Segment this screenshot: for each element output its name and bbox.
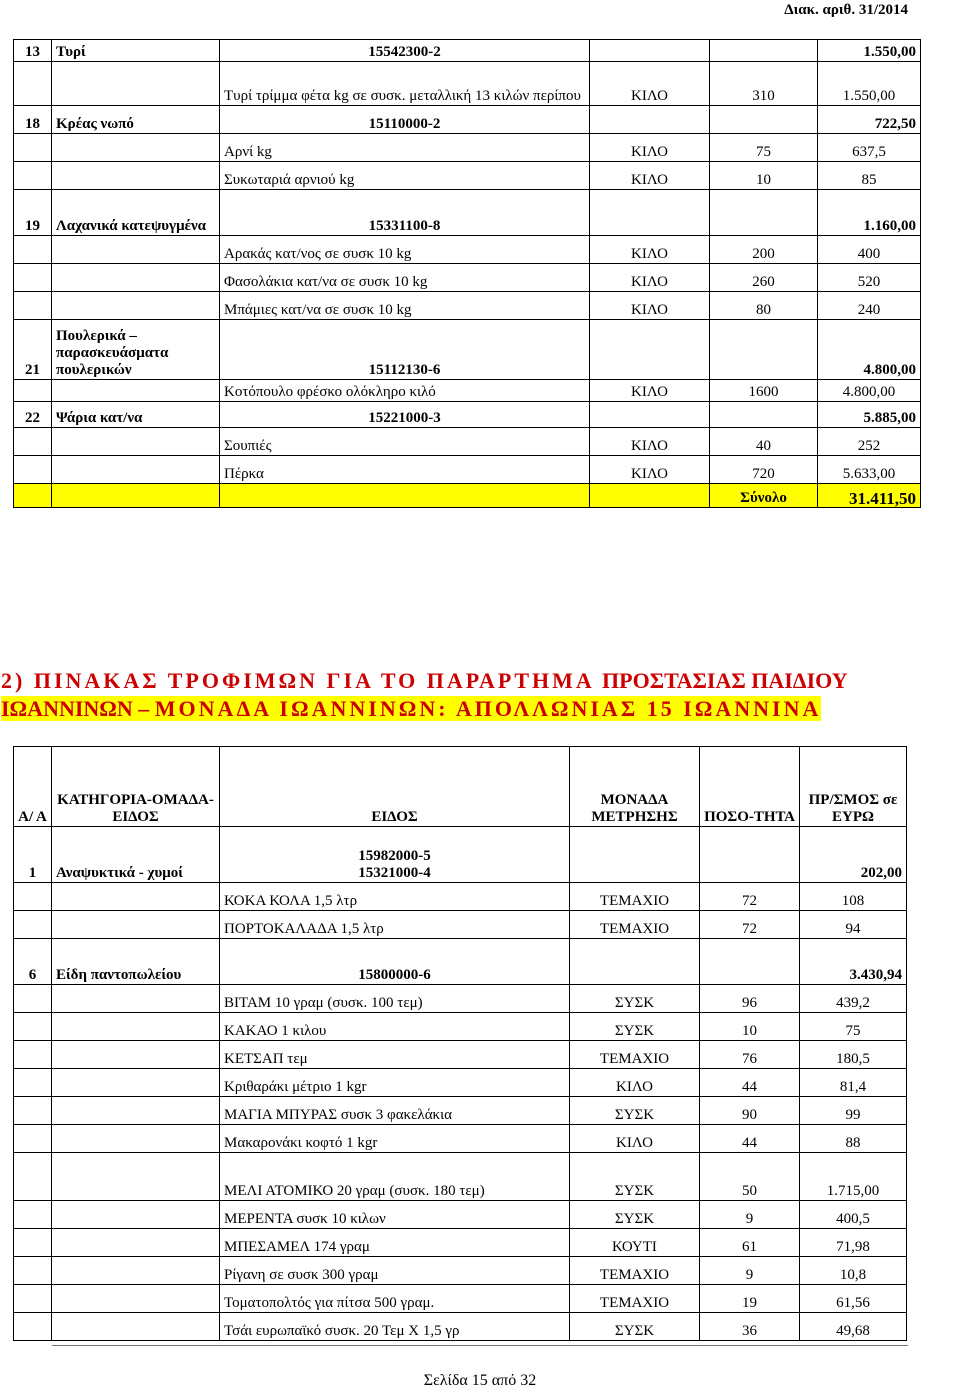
row-item: ΜΕΡΕΝΤΑ συσκ 10 κιλων [220, 1201, 570, 1229]
row-quantity: 80 [710, 292, 818, 320]
header-aa: Α/ Α [14, 747, 52, 827]
row-number [14, 1013, 52, 1041]
row-item: 15800000-6 [220, 939, 570, 985]
row-unit: ΚΙΛΟ [590, 292, 710, 320]
row-category [52, 1125, 220, 1153]
row-unit: ΚΙΛΟ [590, 134, 710, 162]
row-number [14, 1097, 52, 1125]
row-number [14, 911, 52, 939]
row-number: 13 [14, 40, 52, 62]
row-item: Μπάμιες κατ/να σε συσκ 10 kg [220, 292, 590, 320]
row-category [52, 236, 220, 264]
row-price: 1.715,00 [800, 1153, 907, 1201]
table-row [14, 380, 921, 402]
row-item: 15112130-6 [220, 320, 590, 380]
row-item: Κοτόπουλο φρέσκο ολόκληρο κιλό [220, 380, 590, 402]
row-quantity: 40 [710, 428, 818, 456]
row-category: Είδη παντοπωλείου [52, 939, 220, 985]
row-category: Κρέας νωπό [52, 106, 220, 134]
row-price: 637,5 [818, 134, 921, 162]
row-price: 3.430,94 [800, 939, 907, 985]
header-quantity: ΠΟΣΟ-ΤΗΤΑ [700, 747, 800, 827]
row-unit: ΚΟΥΤΙ [570, 1229, 700, 1257]
row-number [14, 62, 52, 106]
row-number [14, 1313, 52, 1341]
row-unit [590, 190, 710, 236]
row-category [52, 264, 220, 292]
row-item: ΠΟΡΤΟΚΑΛΑΔΑ 1,5 λτρ [220, 911, 570, 939]
row-number [14, 1285, 52, 1313]
row-number [14, 236, 52, 264]
row-unit: ΣΥΣΚ [570, 1201, 700, 1229]
total-empty [14, 484, 52, 508]
table-row [14, 1257, 907, 1285]
row-price: 85 [818, 162, 921, 190]
row-number [14, 1069, 52, 1097]
row-number [14, 162, 52, 190]
table-row [14, 62, 921, 106]
row-category: Λαχανικά κατεψυγμένα [52, 190, 220, 236]
row-category [52, 1069, 220, 1097]
total-label: Σύνολο [710, 484, 818, 508]
row-unit: ΤΕΜΑΧΙΟ [570, 1257, 700, 1285]
row-category [52, 292, 220, 320]
row-category [52, 883, 220, 911]
section-heading [1, 667, 959, 723]
table-row [14, 1229, 907, 1257]
row-price: 1.550,00 [818, 40, 921, 62]
row-unit: ΚΙΛΟ [570, 1125, 700, 1153]
header-category: ΚΑΤΗΓΟΡΙΑ-ΟΜΑΔΑ-ΕΙΔΟΣ [52, 747, 220, 827]
row-item: Πέρκα [220, 456, 590, 484]
row-price: 180,5 [800, 1041, 907, 1069]
row-item: ΒΙΤΑΜ 10 γραμ (συσκ. 100 τεμ) [220, 985, 570, 1013]
row-item: Τυρί τρίμμα φέτα kg σε συσκ. μεταλλική 13 κιλών περίπου [220, 62, 590, 106]
table-row [14, 1125, 907, 1153]
table-row [14, 320, 921, 380]
row-unit: ΣΥΣΚ [570, 1153, 700, 1201]
row-unit: ΤΕΜΑΧΙΟ [570, 883, 700, 911]
row-item: Σουπιές [220, 428, 590, 456]
row-number [14, 1257, 52, 1285]
row-category [52, 62, 220, 106]
table-row [14, 1201, 907, 1229]
total-value: 31.411,50 [818, 484, 921, 508]
row-item: Τοματοπολτός για πίτσα 500 γραμ. [220, 1285, 570, 1313]
table-row [14, 292, 921, 320]
table-row [14, 134, 921, 162]
row-quantity: 260 [710, 264, 818, 292]
row-item: ΜΕΛΙ ΑΤΟΜΙΚΟ 20 γραμ (συσκ. 180 τεμ) [220, 1153, 570, 1201]
table-row [14, 939, 907, 985]
row-category: Αναψυκτικά - χυμοί [52, 827, 220, 883]
row-quantity: 61 [700, 1229, 800, 1257]
row-number [14, 1201, 52, 1229]
table-row [14, 162, 921, 190]
row-unit [590, 40, 710, 62]
table-row [14, 827, 907, 883]
row-unit: ΚΙΛΟ [590, 162, 710, 190]
heading-part3: ΙΩΑΝΝΙΝΩΝ – [1, 696, 155, 721]
row-item: 15542300-2 [220, 40, 590, 62]
row-number [14, 1125, 52, 1153]
row-price: 4.800,00 [818, 380, 921, 402]
row-quantity: 36 [700, 1313, 800, 1341]
row-unit [570, 827, 700, 883]
row-item: ΚΕΤΣΑΠ τεμ [220, 1041, 570, 1069]
row-category [52, 428, 220, 456]
row-price: 1.160,00 [818, 190, 921, 236]
table-row [14, 1041, 907, 1069]
row-item: 15221000-3 [220, 402, 590, 428]
row-quantity [710, 190, 818, 236]
row-item: ΚΑΚΑΟ 1 κιλου [220, 1013, 570, 1041]
row-price: 61,56 [800, 1285, 907, 1313]
table-row [14, 456, 921, 484]
row-unit [590, 106, 710, 134]
row-unit [590, 320, 710, 380]
row-price: 75 [800, 1013, 907, 1041]
row-unit: ΚΙΛΟ [590, 428, 710, 456]
row-unit: ΣΥΣΚ [570, 1097, 700, 1125]
table-row [14, 883, 907, 911]
row-number [14, 456, 52, 484]
food-table-2 [13, 746, 907, 1341]
row-price: 108 [800, 883, 907, 911]
row-number [14, 380, 52, 402]
document-reference: Διακ. αριθ. 31/2014 [784, 2, 908, 18]
row-category [52, 1041, 220, 1069]
row-price: 88 [800, 1125, 907, 1153]
row-unit: ΤΕΜΑΧΙΟ [570, 1041, 700, 1069]
footer-divider [52, 1345, 908, 1346]
total-row [14, 484, 921, 508]
row-quantity: 10 [700, 1013, 800, 1041]
row-quantity: 76 [700, 1041, 800, 1069]
header-unit: ΜΟΝΑΔΑ ΜΕΤΡΗΣΗΣ [570, 747, 700, 827]
row-number: 19 [14, 190, 52, 236]
total-empty [52, 484, 220, 508]
row-unit: ΣΥΣΚ [570, 1313, 700, 1341]
row-price: 81,4 [800, 1069, 907, 1097]
row-item: Ρίγανη σε συσκ 300 γραμ [220, 1257, 570, 1285]
row-unit [590, 402, 710, 428]
row-number: 18 [14, 106, 52, 134]
row-category [52, 1201, 220, 1229]
row-quantity: 9 [700, 1201, 800, 1229]
row-unit: ΚΙΛΟ [590, 62, 710, 106]
heading-part1: 2) ΠΙΝΑΚΑΣ ΤΡΟΦΙΜΩΝ ΓΙΑ ΤΟ ΠΑΡΑΡΤΗΜΑ [1, 668, 603, 693]
row-item: ΚΟΚΑ ΚΟΛΑ 1,5 λτρ [220, 883, 570, 911]
row-number [14, 134, 52, 162]
row-item: ΜΑΓΙΑ ΜΠΥΡΑΣ συσκ 3 φακελάκια [220, 1097, 570, 1125]
row-unit [570, 939, 700, 985]
table-row [14, 1153, 907, 1201]
row-category [52, 1257, 220, 1285]
table-row [14, 1013, 907, 1041]
heading-part2: ΠΡΟΣΤΑΣΙΑΣ ΠΑΙΔΙΟΥ [602, 668, 848, 693]
row-price: 240 [818, 292, 921, 320]
table-row [14, 402, 921, 428]
row-quantity: 200 [710, 236, 818, 264]
row-item: Αρνί kg [220, 134, 590, 162]
row-quantity: 75 [710, 134, 818, 162]
row-quantity: 96 [700, 985, 800, 1013]
row-category: Ψάρια κατ/να [52, 402, 220, 428]
row-price: 94 [800, 911, 907, 939]
table-row [14, 190, 921, 236]
row-number [14, 883, 52, 911]
table-row [14, 236, 921, 264]
row-number: 6 [14, 939, 52, 985]
row-category: Πουλερικά – παρασκευάσματα πουλερικών [52, 320, 220, 380]
row-quantity [710, 106, 818, 134]
page-footer: Σελίδα 15 από 32 [423, 1372, 537, 1389]
row-price: 439,2 [800, 985, 907, 1013]
row-quantity: 19 [700, 1285, 800, 1313]
heading-part4: ΜΟΝΑΔΑ ΙΩΑΝΝΙΝΩΝ: ΑΠΟΛΛΩΝΙΑΣ 15 ΙΩΑΝΝΙΝΑ [154, 696, 822, 721]
row-number: 22 [14, 402, 52, 428]
row-quantity: 72 [700, 883, 800, 911]
row-unit: ΤΕΜΑΧΙΟ [570, 911, 700, 939]
row-category [52, 911, 220, 939]
row-quantity: 50 [700, 1153, 800, 1201]
header-price: ΠΡ/ΣΜΟΣ σε ΕΥΡΩ [800, 747, 907, 827]
row-unit: ΚΙΛΟ [590, 264, 710, 292]
total-empty [590, 484, 710, 508]
row-unit: ΣΥΣΚ [570, 985, 700, 1013]
row-quantity: 44 [700, 1069, 800, 1097]
row-quantity: 10 [710, 162, 818, 190]
row-price: 71,98 [800, 1229, 907, 1257]
row-price: 400,5 [800, 1201, 907, 1229]
row-category [52, 380, 220, 402]
row-category: Τυρί [52, 40, 220, 62]
row-item: Συκωταριά αρνιού kg [220, 162, 590, 190]
row-category [52, 985, 220, 1013]
row-price: 520 [818, 264, 921, 292]
row-item: Φασολάκια κατ/να σε συσκ 10 kg [220, 264, 590, 292]
row-quantity: 44 [700, 1125, 800, 1153]
row-item: Τσάι ευρωπαϊκό συσκ. 20 Τεμ Χ 1,5 γρ [220, 1313, 570, 1341]
row-item: 15331100-8 [220, 190, 590, 236]
row-price: 400 [818, 236, 921, 264]
row-quantity [700, 827, 800, 883]
table-row [14, 1097, 907, 1125]
total-empty [220, 484, 590, 508]
row-number [14, 264, 52, 292]
row-item: Κριθαράκι μέτριο 1 kgr [220, 1069, 570, 1097]
table-row [14, 264, 921, 292]
food-table-1 [13, 39, 921, 508]
row-unit: ΚΙΛΟ [590, 380, 710, 402]
row-quantity: 9 [700, 1257, 800, 1285]
row-price: 10,8 [800, 1257, 907, 1285]
row-category [52, 1097, 220, 1125]
row-number [14, 1229, 52, 1257]
table-row [14, 428, 921, 456]
row-number: 21 [14, 320, 52, 380]
row-item: 15982000-5 15321000-4 [220, 827, 570, 883]
row-unit: ΚΙΛΟ [590, 456, 710, 484]
row-unit: ΤΕΜΑΧΙΟ [570, 1285, 700, 1313]
row-category [52, 1313, 220, 1341]
row-price: 722,50 [818, 106, 921, 134]
row-quantity: 72 [700, 911, 800, 939]
row-price: 252 [818, 428, 921, 456]
row-category [52, 162, 220, 190]
row-price: 5.885,00 [818, 402, 921, 428]
table-row [14, 1069, 907, 1097]
row-price: 49,68 [800, 1313, 907, 1341]
row-item: 15110000-2 [220, 106, 590, 134]
row-number [14, 292, 52, 320]
row-price: 4.800,00 [818, 320, 921, 380]
row-quantity [710, 40, 818, 62]
row-quantity [700, 939, 800, 985]
row-quantity [710, 402, 818, 428]
row-item: Αρακάς κατ/νος σε συσκ 10 kg [220, 236, 590, 264]
row-unit: ΚΙΛΟ [570, 1069, 700, 1097]
row-item: ΜΠΕΣΑΜΕΛ 174 γραμ [220, 1229, 570, 1257]
row-category [52, 456, 220, 484]
row-quantity [710, 320, 818, 380]
row-item: Μακαρονάκι κοφτό 1 kgr [220, 1125, 570, 1153]
row-category [52, 1153, 220, 1201]
row-number: 1 [14, 827, 52, 883]
row-price: 202,00 [800, 827, 907, 883]
row-category [52, 1013, 220, 1041]
row-price: 5.633,00 [818, 456, 921, 484]
row-quantity: 90 [700, 1097, 800, 1125]
table-row [14, 1285, 907, 1313]
table-row [14, 40, 921, 62]
row-quantity: 720 [710, 456, 818, 484]
table-row [14, 1313, 907, 1341]
row-number [14, 428, 52, 456]
row-unit: ΣΥΣΚ [570, 1013, 700, 1041]
table-row [14, 106, 921, 134]
row-number [14, 1041, 52, 1069]
row-number [14, 985, 52, 1013]
table2-header-row [14, 747, 907, 827]
row-number [14, 1153, 52, 1201]
row-category [52, 1229, 220, 1257]
row-unit: ΚΙΛΟ [590, 236, 710, 264]
row-price: 99 [800, 1097, 907, 1125]
row-quantity: 1600 [710, 380, 818, 402]
row-quantity: 310 [710, 62, 818, 106]
table-row [14, 911, 907, 939]
table-row [14, 985, 907, 1013]
row-category [52, 1285, 220, 1313]
row-category [52, 134, 220, 162]
header-item: ΕΙΔΟΣ [220, 747, 570, 827]
row-price: 1.550,00 [818, 62, 921, 106]
